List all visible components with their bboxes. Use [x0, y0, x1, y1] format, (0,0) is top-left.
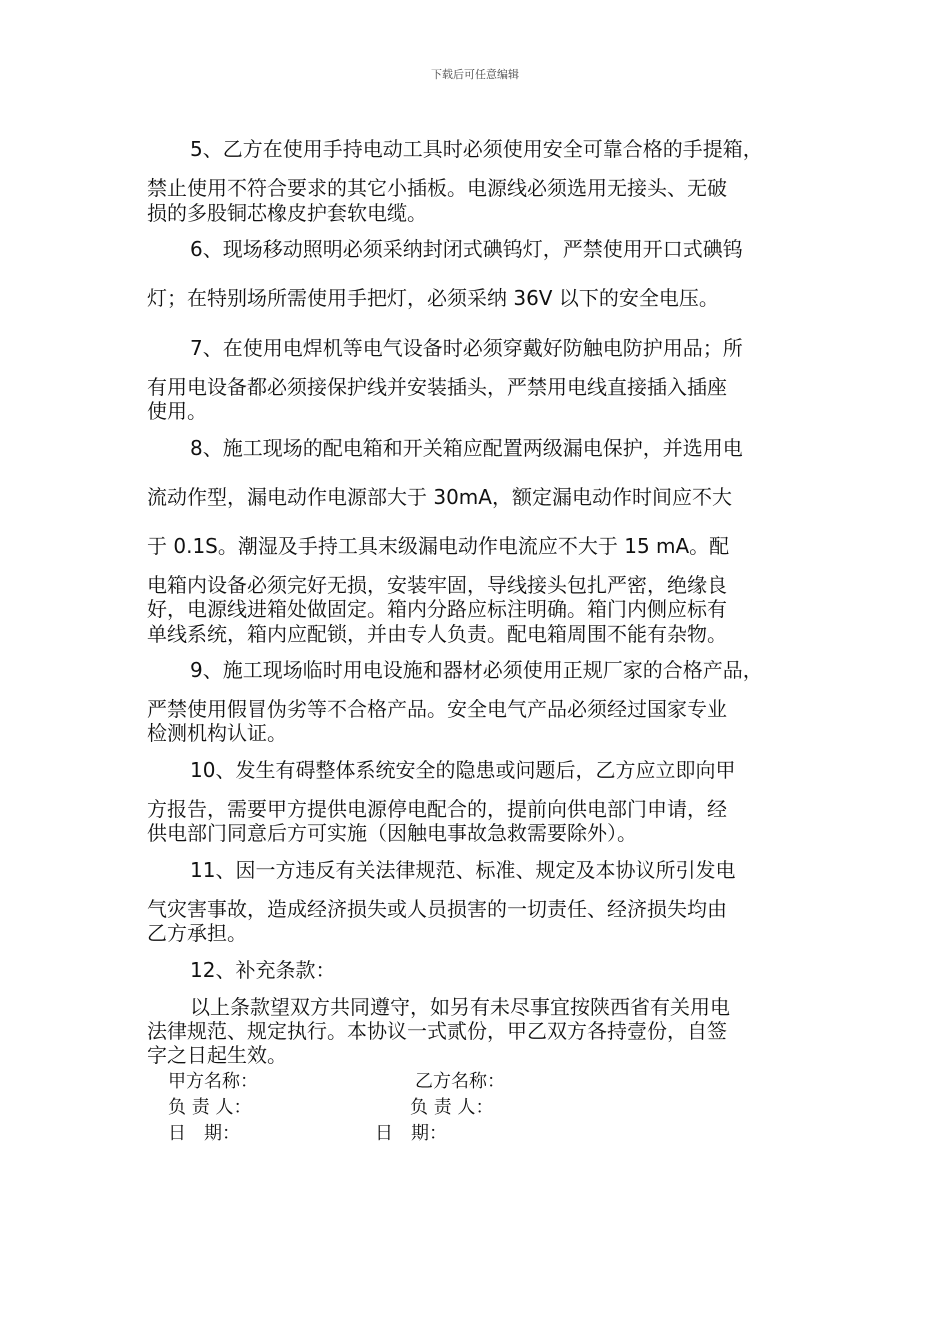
- paragraph-line: 7、在使用电焊机等电气设备时必须穿戴好防触电防护用品；所: [190, 336, 743, 360]
- paragraph-line: 有用电设备都必须接保护线并安装插头，严禁用电线直接插入插座: [147, 375, 727, 399]
- paragraph-line: 单线系统，箱内应配锁，并由专人负责。配电箱周围不能有杂物。: [147, 622, 727, 646]
- paragraph-line: 5、乙方在使用手持电动工具时必须使用安全可靠合格的手提箱，: [190, 137, 763, 161]
- paragraph-line: 方报告，需要甲方提供电源停电配合的，提前向供电部门申请，经: [147, 797, 727, 821]
- paragraph-line: 8、施工现场的配电箱和开关箱应配置两级漏电保护，并选用电: [190, 436, 743, 460]
- paragraph-line: 损的多股铜芯橡皮护套软电缆。: [147, 201, 427, 225]
- paragraph-line: 字之日起生效。: [147, 1043, 287, 1067]
- paragraph-line: 严禁使用假冒伪劣等不合格产品。安全电气产品必须经过国家专业: [147, 697, 727, 721]
- party-b-date-label: 日 期：: [375, 1123, 447, 1144]
- paragraph-line: 流动作型，漏电动作电源部大于 30mA，额定漏电动作时间应不大: [147, 485, 732, 509]
- paragraph-line: 检测机构认证。: [147, 721, 287, 745]
- paragraph-line: 12、补充条款：: [190, 958, 336, 982]
- paragraph-line: 11、因一方违反有关法律规范、标准、规定及本协议所引发电: [190, 858, 736, 882]
- party-b-name-label: 乙方名称：: [415, 1071, 505, 1092]
- party-a-name-label: 甲方名称：: [168, 1071, 258, 1092]
- paragraph-line: 使用。: [147, 399, 207, 423]
- party-a-person-label: 负 责 人：: [168, 1097, 252, 1118]
- paragraph-line: 法律规范、规定执行。本协议一式贰份，甲乙双方各持壹份，自签: [147, 1019, 727, 1043]
- paragraph-line: 乙方承担。: [147, 921, 247, 945]
- page-header: 下载后可任意编辑: [431, 68, 519, 81]
- paragraph-line: 以上条款望双方共同遵守，如另有未尽事宜按陕西省有关用电: [190, 995, 730, 1019]
- party-b-person-label: 负 责 人：: [410, 1097, 494, 1118]
- paragraph-line: 电箱内设备必须完好无损，安装牢固，导线接头包扎严密，绝缘良: [147, 573, 727, 597]
- paragraph-line: 禁止使用不符合要求的其它小插板。电源线必须选用无接头、无破: [147, 176, 727, 200]
- paragraph-line: 9、施工现场临时用电设施和器材必须使用正规厂家的合格产品，: [190, 658, 763, 682]
- paragraph-line: 气灾害事故，造成经济损失或人员损害的一切责任、经济损失均由: [147, 897, 727, 921]
- paragraph-line: 10、发生有碍整体系统安全的隐患或问题后，乙方应立即向甲: [190, 758, 736, 782]
- paragraph-line: 供电部门同意后方可实施（因触电事故急救需要除外）。: [147, 821, 637, 845]
- party-a-date-label: 日 期：: [168, 1123, 240, 1144]
- paragraph-line: 于 0.1S。潮湿及手持工具末级漏电动作电流应不大于 15 mA。配: [147, 534, 730, 558]
- paragraph-line: 好，电源线进箱处做固定。箱内分路应标注明确。箱门内侧应标有: [147, 597, 727, 621]
- paragraph-line: 6、现场移动照明必须采纳封闭式碘钨灯，严禁使用开口式碘钨: [190, 237, 743, 261]
- paragraph-line: 灯；在特别场所需使用手把灯，必须采纳 36V 以下的安全电压。: [147, 286, 719, 310]
